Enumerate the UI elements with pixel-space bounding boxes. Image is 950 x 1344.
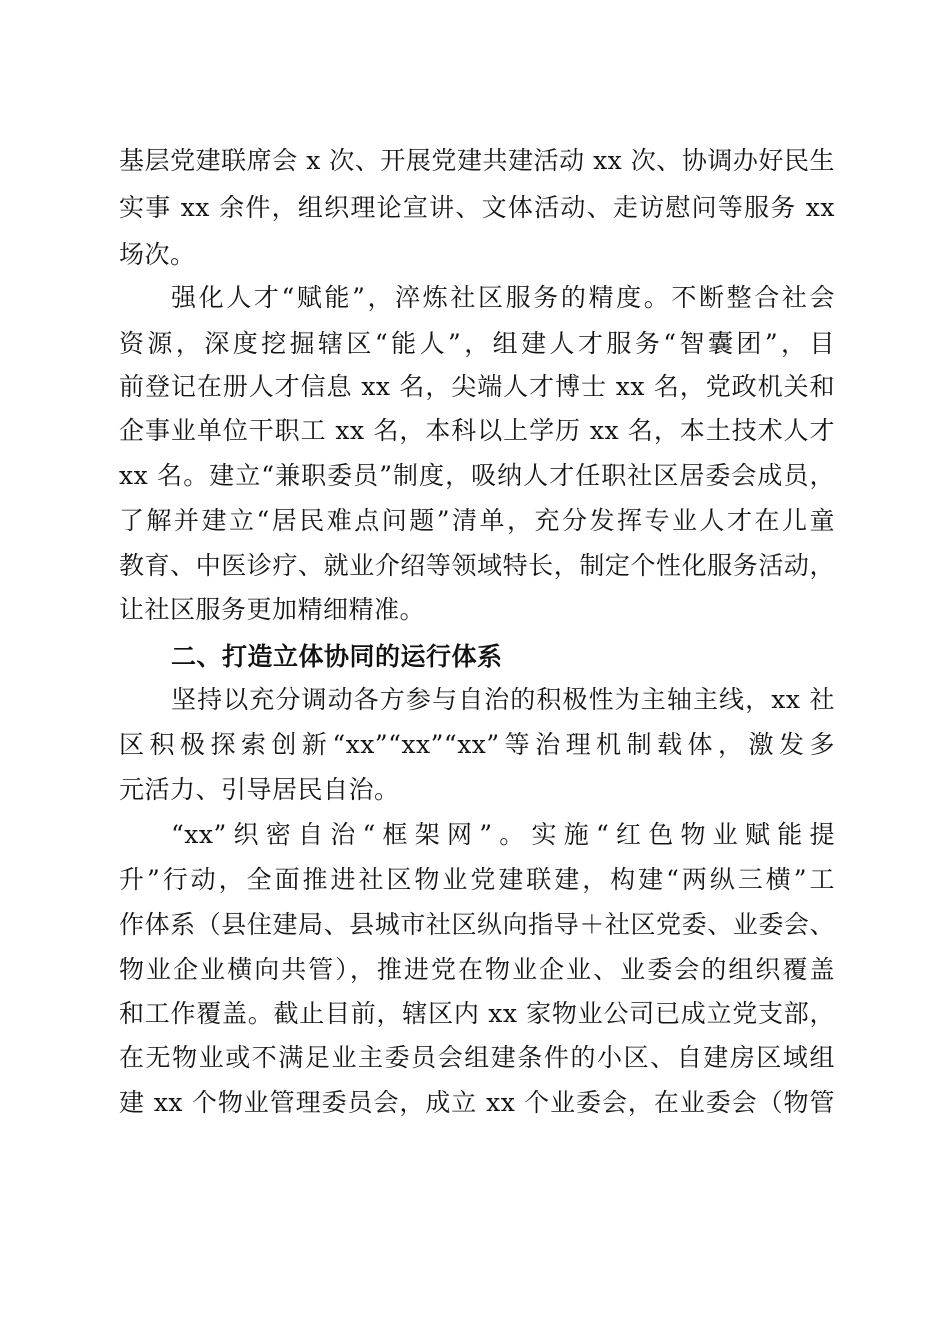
paragraph-2-line-7: 教育、中医诊疗、就业介绍等领域特长，制定个性化服务活动， bbox=[119, 551, 835, 580]
paragraph-4-line-5: 和工作覆盖。截止目前，辖区内 xx 家物业公司已成立党支部， bbox=[119, 999, 835, 1028]
paragraph-2-line-4: 企事业单位干职工 xx 名，本科以上学历 xx 名，本土技术人才 bbox=[119, 416, 835, 445]
paragraph-1-line-3: 场次。 bbox=[119, 240, 196, 269]
paragraph-1-line-1: 基层党建联席会 x 次、开展党建共建活动 xx 次、协调办好民生 bbox=[119, 146, 835, 175]
paragraph-3-line-3: 元活力、引导居民自治。 bbox=[119, 775, 400, 804]
paragraph-4-line-4: 物业企业横向共管），推进党在物业企业、业委会的组织覆盖 bbox=[119, 955, 835, 984]
paragraph-2-line-2: 资源，深度挖掘辖区“能人”，组建人才服务“智囊团”，目 bbox=[119, 329, 835, 358]
paragraph-4-line-2: 升”行动，全面推进社区物业党建联建，构建“两纵三横”工 bbox=[119, 865, 835, 894]
paragraph-2-line-5: xx 名。建立“兼职委员”制度，吸纳人才任职社区居委会成员， bbox=[119, 461, 835, 490]
paragraph-2-line-6: 了解并建立“居民难点问题”清单，充分发挥专业人才在儿童 bbox=[119, 506, 835, 535]
paragraph-2-line-8: 让社区服务更加精细精准。 bbox=[119, 595, 426, 624]
paragraph-2-line-1: 强化人才“赋能”，淬炼社区服务的精度。不断整合社会 bbox=[171, 283, 835, 312]
paragraph-2-line-3: 前登记在册人才信息 xx 名，尖端人才博士 xx 名，党政机关和 bbox=[119, 372, 835, 401]
paragraph-1-line-2: 实事 xx 余件，组织理论宣讲、文体活动、走访慰问等服务 xx bbox=[119, 193, 835, 222]
section-heading: 二、打造立体协同的运行体系 bbox=[171, 642, 503, 671]
paragraph-3-line-1: 坚持以充分调动各方参与自治的积极性为主轴主线，xx 社 bbox=[171, 685, 835, 714]
paragraph-3-line-2: 区积极探索创新“xx”“xx”“xx”等治理机制载体，激发多 bbox=[119, 730, 835, 759]
paragraph-4-line-1: “xx”织密自治“框架网”。实施“红色物业赋能提 bbox=[171, 820, 835, 849]
paragraph-4-line-3: 作体系（县住建局、县城市社区纵向指导＋社区党委、业委会、 bbox=[119, 910, 835, 939]
paragraph-4-line-6: 在无物业或不满足业主委员会组建条件的小区、自建房区域组 bbox=[119, 1043, 835, 1072]
paragraph-4-line-7: 建 xx 个物业管理委员会，成立 xx 个业委会，在业委会（物管 bbox=[119, 1088, 835, 1117]
